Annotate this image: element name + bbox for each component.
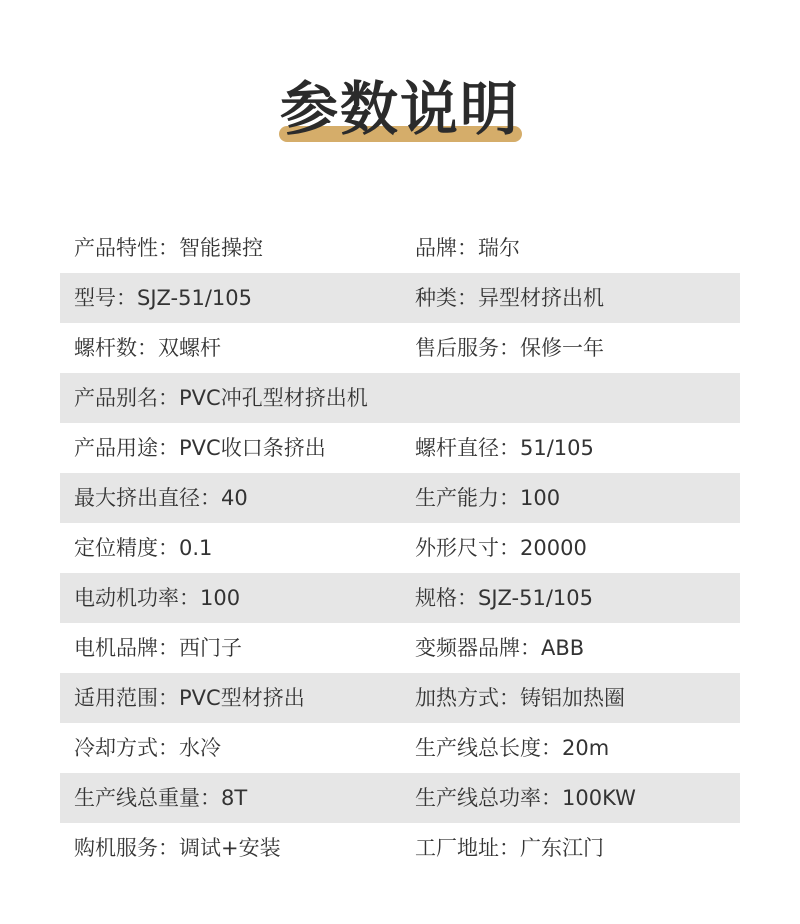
spec-row: [60, 373, 740, 423]
spec-row: [60, 473, 740, 523]
spec-cell-left: 螺杆数：双螺杆: [74, 336, 221, 360]
spec-cell-right: 生产线总长度：20m: [415, 736, 610, 760]
spec-row: [60, 323, 740, 373]
spec-cell-left: 型号：SJZ-51/105: [74, 286, 252, 310]
spec-cell-left: 生产线总重量：8T: [74, 786, 248, 810]
spec-cell-right: 外形尺寸：20000: [415, 536, 587, 560]
spec-cell-right: 生产能力：100: [415, 486, 561, 510]
spec-cell-right: 品牌：瑞尔: [415, 236, 520, 260]
spec-row: [60, 823, 740, 873]
spec-cell-left: 产品别名：PVC冲孔型材挤出机: [74, 386, 368, 410]
spec-row: [60, 573, 740, 623]
spec-cell-left: 电动机功率：100: [74, 586, 241, 610]
spec-cell-right: 工厂地址：广东江门: [415, 836, 604, 860]
spec-cell-right: 生产线总功率：100KW: [415, 786, 636, 810]
spec-cell-left: 购机服务：调试+安装: [74, 836, 281, 860]
spec-cell-right: 种类：异型材挤出机: [415, 286, 604, 310]
spec-row: [60, 723, 740, 773]
spec-cell-right: 售后服务：保修一年: [415, 336, 604, 360]
spec-table: [60, 223, 740, 873]
spec-cell-left: 最大挤出直径：40: [74, 486, 248, 510]
spec-cell-left: 产品特性：智能操控: [74, 236, 263, 260]
spec-cell-left: 电机品牌：西门子: [74, 636, 242, 660]
spec-cell-left: 冷却方式：水冷: [74, 736, 221, 760]
spec-row: [60, 523, 740, 573]
spec-cell-right: 螺杆直径：51/105: [415, 436, 594, 460]
spec-row: [60, 773, 740, 823]
spec-cell-right: 加热方式：铸铝加热圈: [415, 686, 625, 710]
spec-row: [60, 423, 740, 473]
spec-row: [60, 273, 740, 323]
page-title: 参数说明: [279, 75, 520, 143]
spec-row: [60, 673, 740, 723]
spec-cell-left: 定位精度：0.1: [74, 536, 213, 560]
spec-row: [60, 223, 740, 273]
spec-cell-left: 产品用途：PVC收口条挤出: [74, 436, 326, 460]
spec-cell-left: 适用范围：PVC型材挤出: [74, 686, 305, 710]
spec-cell-right: 变频器品牌：ABB: [415, 636, 585, 660]
spec-row: [60, 623, 740, 673]
spec-cell-right: 规格：SJZ-51/105: [415, 586, 593, 610]
page-header: [0, 72, 800, 152]
